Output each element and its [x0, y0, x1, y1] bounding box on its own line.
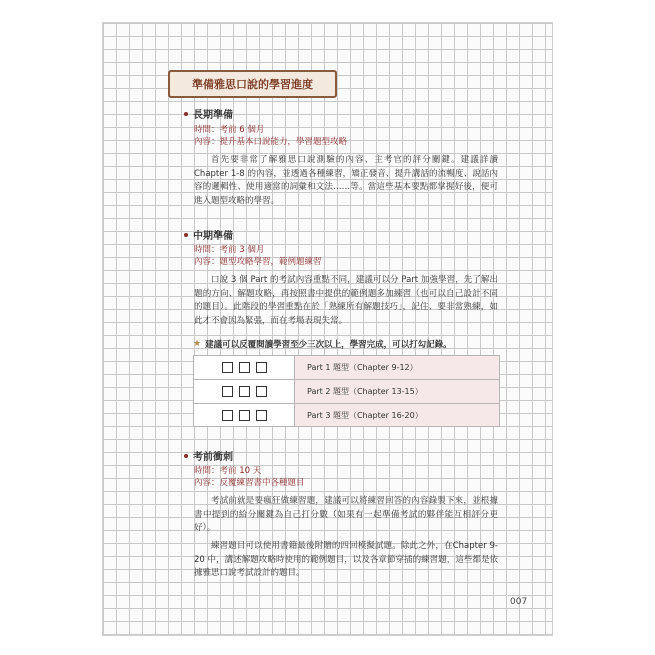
- checkbox-group: [194, 404, 295, 426]
- content-label: 內容：: [194, 137, 220, 147]
- time-value: 考前 10 天: [219, 466, 262, 476]
- checkbox[interactable]: [222, 362, 233, 373]
- checklist-table: [193, 355, 500, 427]
- page-title: 準備雅思口說的學習進度: [168, 70, 337, 98]
- tip-line: [193, 338, 452, 350]
- checklist-label: Part 3 題型（Chapter 16-20）: [295, 404, 499, 426]
- checkbox[interactable]: [256, 410, 267, 421]
- checklist-row: [194, 356, 499, 379]
- content-line: [194, 478, 305, 489]
- time-label: 時間：: [194, 466, 220, 476]
- checklist-label: Part 2 題型（Chapter 13-15）: [295, 380, 499, 403]
- paragraph: 練習題目可以使用書籍最後附贈的四回模擬試題。除此之外，在Chapter 9-20 中，講述解題攻略時使用的範例題目，以及各章節穿插的練習題，這些都是依據雅思口說考試設計的題目。: [194, 541, 498, 578]
- section-heading-text: 長期準備: [193, 110, 233, 121]
- checkbox[interactable]: [256, 362, 267, 373]
- time-label: 時間：: [194, 125, 220, 135]
- page-number: 007: [510, 597, 528, 607]
- paragraph: 口說 3 個 Part 的考試內容重點不同，建議可以分 Part 加強學習，先了解出題的方向、解題攻略，再按照書中提供的範例題多加練習（也可以自己設計不同的題目）。此階段的學習重點在於「熟練所有解題技巧」，記住、要非常熟練，如此才不會因為緊張，而在考場表現失常。: [194, 275, 498, 326]
- section-heading-long-term: [184, 106, 233, 121]
- content-value: 反覆練習書中各種題目: [219, 478, 305, 488]
- time-label: 時間：: [194, 245, 220, 255]
- time-line: [194, 466, 261, 477]
- content-line: [194, 257, 322, 268]
- content-value: 題型攻略學習，範例題練習: [219, 257, 322, 267]
- paragraph: 考試前就是要瘋狂做練習題，建議可以將練習回答的內容錄製下來，並根據書中提到的給分關鍵為自己打分數（如果有一起準備考試的夥伴能互相評分更好）。: [194, 496, 498, 533]
- bullet-icon: [184, 233, 188, 237]
- content-label: 內容：: [194, 257, 220, 267]
- checkbox-group: [194, 380, 295, 403]
- checklist-label: Part 1 題型（Chapter 9-12）: [295, 356, 499, 379]
- time-line: [194, 245, 264, 256]
- checklist-row: [194, 404, 499, 426]
- star-icon: ★: [193, 339, 202, 349]
- bullet-icon: [184, 112, 188, 116]
- paragraph: 首先要非常了解雅思口說測驗的內容、主考官的評分關鍵。建議詳讀Chapter 1-8 的內容，並透過各種練習，矯正發音、提升講話的流暢度、說話內容的邏輯性、使用適當的詞彙和文法……等。當這些基本要點都掌握好後，便可進入題型攻略的學習。: [194, 155, 498, 206]
- section-heading-text: 考前衝刺: [193, 452, 233, 463]
- time-line: [194, 125, 264, 136]
- checkbox-group: [194, 356, 295, 379]
- time-value: 考前 3 個月: [219, 245, 265, 255]
- checkbox[interactable]: [239, 410, 250, 421]
- content-line: [194, 137, 347, 148]
- section-heading-final-sprint: [184, 448, 233, 463]
- section-heading-mid-term: [184, 227, 233, 242]
- checkbox[interactable]: [222, 410, 233, 421]
- bullet-icon: [184, 454, 188, 458]
- content-label: 內容：: [194, 478, 220, 488]
- content-value: 提升基本口說能力，學習題型攻略: [219, 137, 348, 147]
- checklist-row: [194, 380, 499, 403]
- tip-text: 建議可以反覆閱讀學習至少三次以上，學習完成，可以打勾記錄。: [205, 340, 452, 350]
- checkbox[interactable]: [239, 386, 250, 397]
- section-heading-text: 中期準備: [193, 231, 233, 242]
- checkbox[interactable]: [222, 386, 233, 397]
- checkbox[interactable]: [256, 386, 267, 397]
- time-value: 考前 6 個月: [219, 125, 265, 135]
- checkbox[interactable]: [239, 362, 250, 373]
